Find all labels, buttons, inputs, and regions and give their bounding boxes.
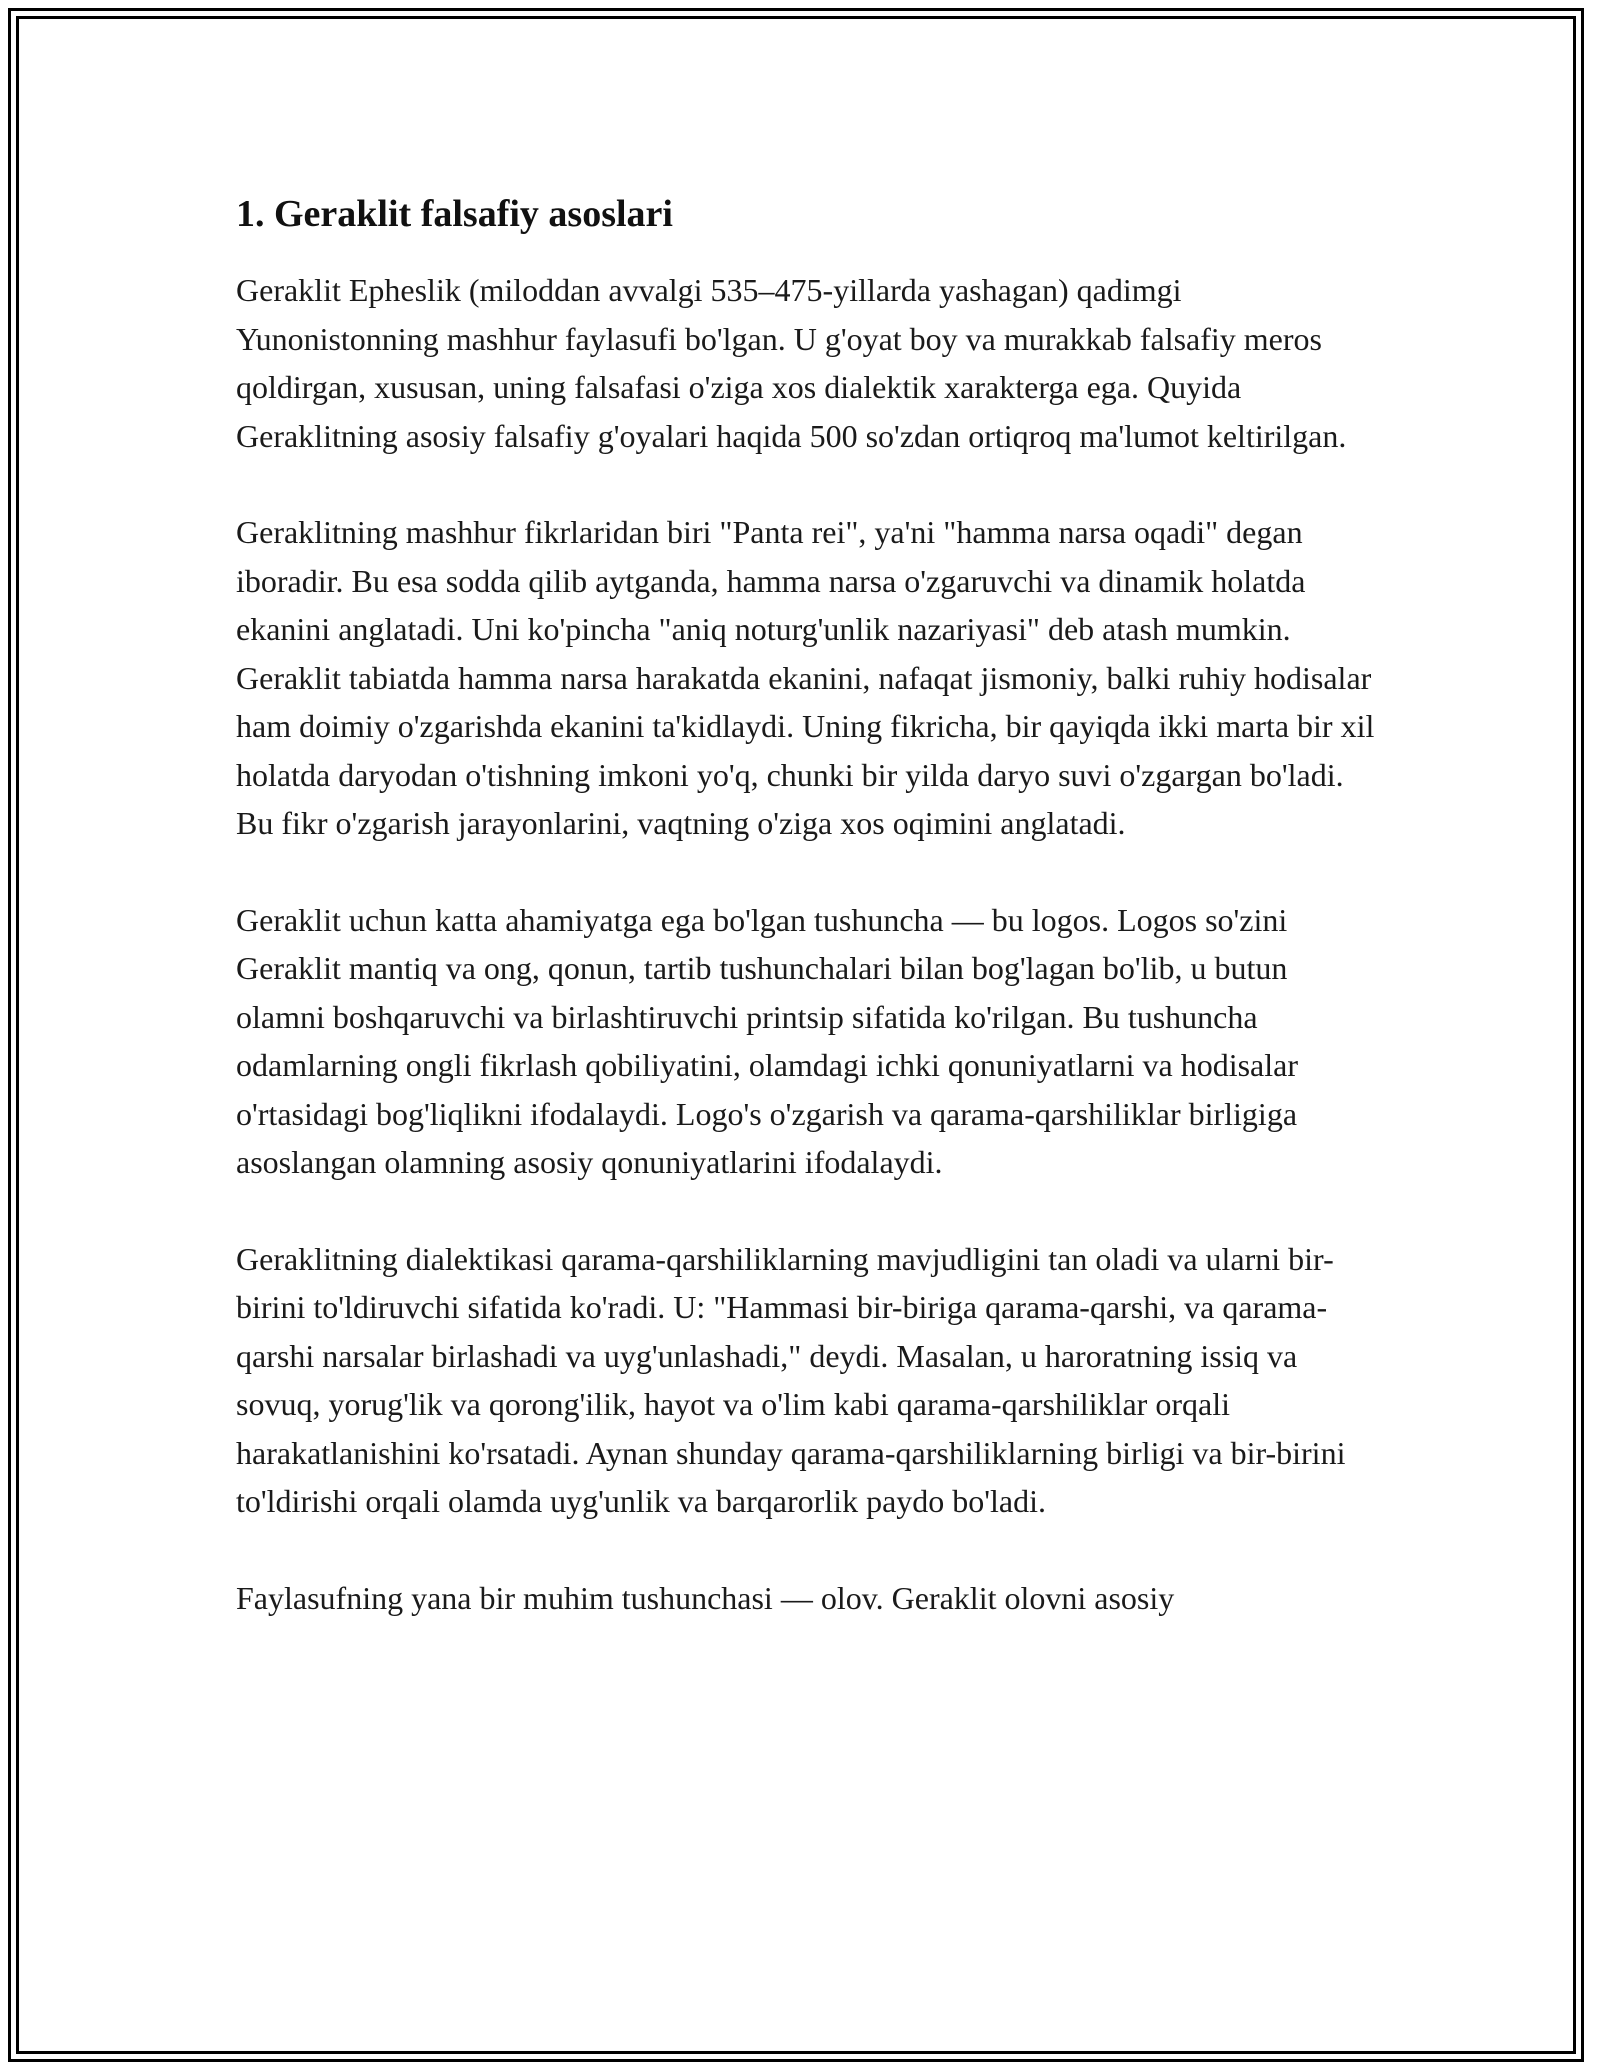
section-heading: 1. Geraklit falsafiy asoslari xyxy=(236,193,673,235)
paragraph-intro: Geraklit Epheslik (miloddan avvalgi 535–475-yillarda yashagan) qadimgi Yunonistonning mashhur faylasufi bo'lgan. U g'oyat boy va murakkab falsafiy meros qoldirgan, xususan, uning falsafasi o'ziga xos dialektik xarakterga ega. Quyida Geraklitning asosiy falsafiy g'oyalari haqida 500 so'zdan ortiqroq ma'lumot keltirilgan. xyxy=(236,272,1347,454)
document-body xyxy=(236,188,1376,1670)
paragraph-dialectics: Geraklitning dialektikasi qarama-qarshiliklarning mavjudligini tan oladi va ularni bir-birini to'ldiruvchi sifatida ko'radi. U: "Hammasi bir-biriga qarama-qarshi, va qarama-qarshi narsalar birlashadi va uyg'unlashadi," deydi. Masalan, u haroratning issiq va sovuq, yorug'lik va qorong'ilik, hayot va o'lim kabi qarama-qarshiliklar orqali harakatlanishini ko'rsatadi. Aynan shunday qarama-qarshiliklarning birligi va bir-birini to'ldirishi orqali olamda uyg'unlik va barqarorlik paydo bo'ladi. xyxy=(236,1240,1346,1519)
paragraph-fire: Faylasufning yana bir muhim tushunchasi — olov. Geraklit olovni asosiy xyxy=(236,1579,1175,1616)
paragraph-panta-rei: Geraklitning mashhur fikrlaridan biri "Panta rei", ya'ni "hamma narsa oqadi" degan iboradir. Bu esa sodda qilib aytganda, hamma narsa o'zgaruvchi va dinamik holatda ekanini anglatadi. Uni ko'pincha "aniq noturg'unlik nazariyasi" deb atash mumkin. Geraklit tabiatda hamma narsa harakatda ekanini, nafaqat jismoniy, balki ruhiy hodisalar ham doimiy o'zgarishda ekanini ta'kidlaydi. Uning fikricha, bir qayiqda ikki marta bir xil holatda daryodan o'tishning imkoni yo'q, chunki bir yilda daryo suvi o'zgargan bo'ladi. Bu fikr o'zgarish jarayonlarini, vaqtning o'ziga xos oqimini anglatadi. xyxy=(236,514,1375,841)
paragraph-logos: Geraklit uchun katta ahamiyatga ega bo'lgan tushuncha — bu logos. Logos so'zini Geraklit mantiq va ong, qonun, tartib tushunchalari bilan bog'lagan bo'lib, u butun olamni boshqaruvchi va birlashtiruvchi printsip sifatida ko'rilgan. Bu tushuncha odamlarning ongli fikrlash qobiliyatini, olamdagi ichki qonuniyatlarni va hodisalar o'rtasidagi bog'liqlikni ifodalaydi. Logo's o'zgarish va qarama-qarshiliklar birligiga asoslangan olamning asosiy qonuniyatlarini ifodalaydi. xyxy=(236,901,1298,1180)
